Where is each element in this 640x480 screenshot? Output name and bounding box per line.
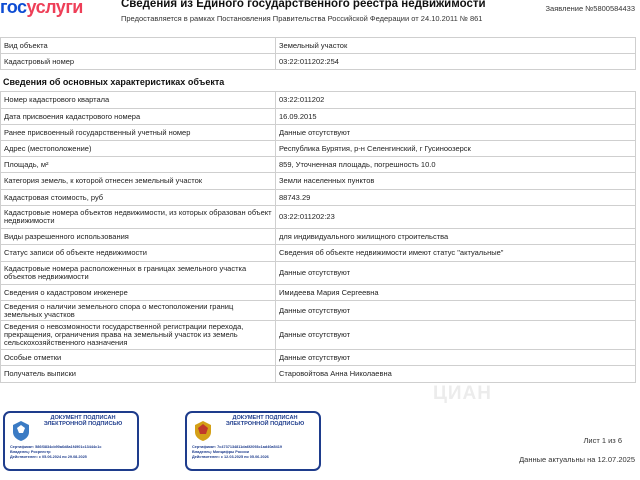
table-row (1, 366, 636, 383)
stamp-header: ДОКУМЕНТ ПОДПИСАН ЭЛЕКТРОННОЙ ПОДПИСЬЮ (43, 415, 123, 428)
row-value: Сведения об объекте недвижимости имеют статус "актуальные" (276, 245, 636, 262)
row-label: Сведения о наличии земельного спора о местоположении границ земельных участков (1, 301, 276, 321)
row-label: Кадастровые номера расположенных в границах земельного участка объектов недвижимости (1, 262, 276, 285)
row-label: Статус записи об объекте недвижимости (1, 245, 276, 262)
row-value: 16.09.2015 (276, 109, 636, 125)
table-row (1, 245, 636, 262)
row-label: Кадастровая стоимость, руб (1, 190, 276, 206)
row-label: Площадь, м² (1, 157, 276, 173)
row-value: 03:22:011202:23 (276, 206, 636, 229)
stamp-info (192, 445, 315, 460)
stamp-owner: Владелец: Росреестр (10, 450, 51, 454)
gosuslugi-logo (0, 0, 83, 18)
emblem-icon (192, 419, 214, 443)
stamp-validity: Действителен: с 12.03.2025 по 05.06.2026 (192, 455, 269, 459)
row-value: Данные отсутствуют (276, 301, 636, 321)
row-value: 03:22:011202:254 (276, 54, 636, 70)
row-label: Кадастровый номер (1, 54, 276, 70)
row-value: Данные отсутствуют (276, 262, 636, 285)
emblem-icon (10, 419, 32, 443)
row-value: Данные отсутствуют (276, 321, 636, 350)
row-value: 859, Уточненная площадь, погрешность 10.0 (276, 157, 636, 173)
stamp-header: ДОКУМЕНТ ПОДПИСАН ЭЛЕКТРОННОЙ ПОДПИСЬЮ (225, 415, 305, 428)
row-value: Земли населенных пунктов (276, 173, 636, 190)
row-value: Старовойтова Анна Николаевна (276, 366, 636, 383)
row-label: Виды разрешенного использования (1, 229, 276, 245)
stamp-certificate: Сертификат: 7c4737134811da6f2093c1ad40a5419 (192, 445, 282, 449)
row-label: Категория земель, к которой отнесен земельный участок (1, 173, 276, 190)
row-value: 88743.29 (276, 190, 636, 206)
row-label: Адрес (местоположение) (1, 141, 276, 157)
table-row (1, 173, 636, 190)
stamp-owner: Владелец: Минцифры России (192, 450, 249, 454)
row-label: Ранее присвоенный государственный учетный номер (1, 125, 276, 141)
row-value: Республика Бурятия, р-н Селенгинский, г Гусиноозерск (276, 141, 636, 157)
row-label: Вид объекта (1, 38, 276, 54)
table-row (1, 157, 636, 173)
sheet-number: Лист 1 из 6 (583, 436, 622, 445)
object-type-table (0, 37, 636, 70)
table-row (1, 109, 636, 125)
table-row (1, 229, 636, 245)
watermark: ЦИАН (433, 383, 492, 404)
e-signature-stamp-rosreestr (3, 411, 139, 471)
e-signature-stamp-mintsifry (185, 411, 321, 471)
row-value: Данные отсутствуют (276, 350, 636, 366)
row-value: 03:22:011202 (276, 92, 636, 109)
table-row (1, 301, 636, 321)
table-row (1, 54, 636, 70)
row-label: Номер кадастрового квартала (1, 92, 276, 109)
row-value: Имидеева Мария Сергеевна (276, 285, 636, 301)
table-row (1, 92, 636, 109)
row-label: Дата присвоения кадастрового номера (1, 109, 276, 125)
data-actual-date: Данные актуальны на 12.07.2025 (519, 455, 635, 464)
table-row (1, 190, 636, 206)
table-row (1, 206, 636, 229)
stamp-info (10, 445, 133, 460)
row-value: для индивидуального жилищного строительства (276, 229, 636, 245)
row-label: Сведения о невозможности государственной регистрации перехода, прекращения, ограничения права на земельный участок из земель сельскохозяйственного назначения (1, 321, 276, 350)
row-value: Земельный участок (276, 38, 636, 54)
statement-number: Заявление №5800584433 (545, 4, 635, 13)
row-label: Получатель выписки (1, 366, 276, 383)
stamp-validity: Действителен: с 05.06.2024 по 29.08.2025 (10, 455, 87, 459)
row-label: Особые отметки (1, 350, 276, 366)
row-label: Сведения о кадастровом инженере (1, 285, 276, 301)
row-value: Данные отсутствуют (276, 125, 636, 141)
characteristics-table (0, 91, 636, 383)
logo-part-uslugi: услуги (26, 0, 83, 17)
row-label: Кадастровые номера объектов недвижимости, из которых образован объект недвижимости (1, 206, 276, 229)
table-row (1, 262, 636, 285)
table-row (1, 38, 636, 54)
table-row (1, 141, 636, 157)
table-row (1, 350, 636, 366)
table-row (1, 285, 636, 301)
document-subtitle: Предоставляется в рамках Постановления Правительства Российской Федерации от 24.10.2011 № 861 (121, 14, 483, 23)
table-row (1, 125, 636, 141)
logo-part-gos: гос (0, 0, 27, 17)
section-title: Сведения об основных характеристиках объекта (3, 77, 225, 87)
document-title: Сведения из Единого государственного реестра недвижимости (121, 0, 486, 10)
table-row (1, 321, 636, 350)
stamp-certificate: Сертификат: 586f3834cb90a6d8a1f4901c13444c1c (10, 445, 102, 449)
